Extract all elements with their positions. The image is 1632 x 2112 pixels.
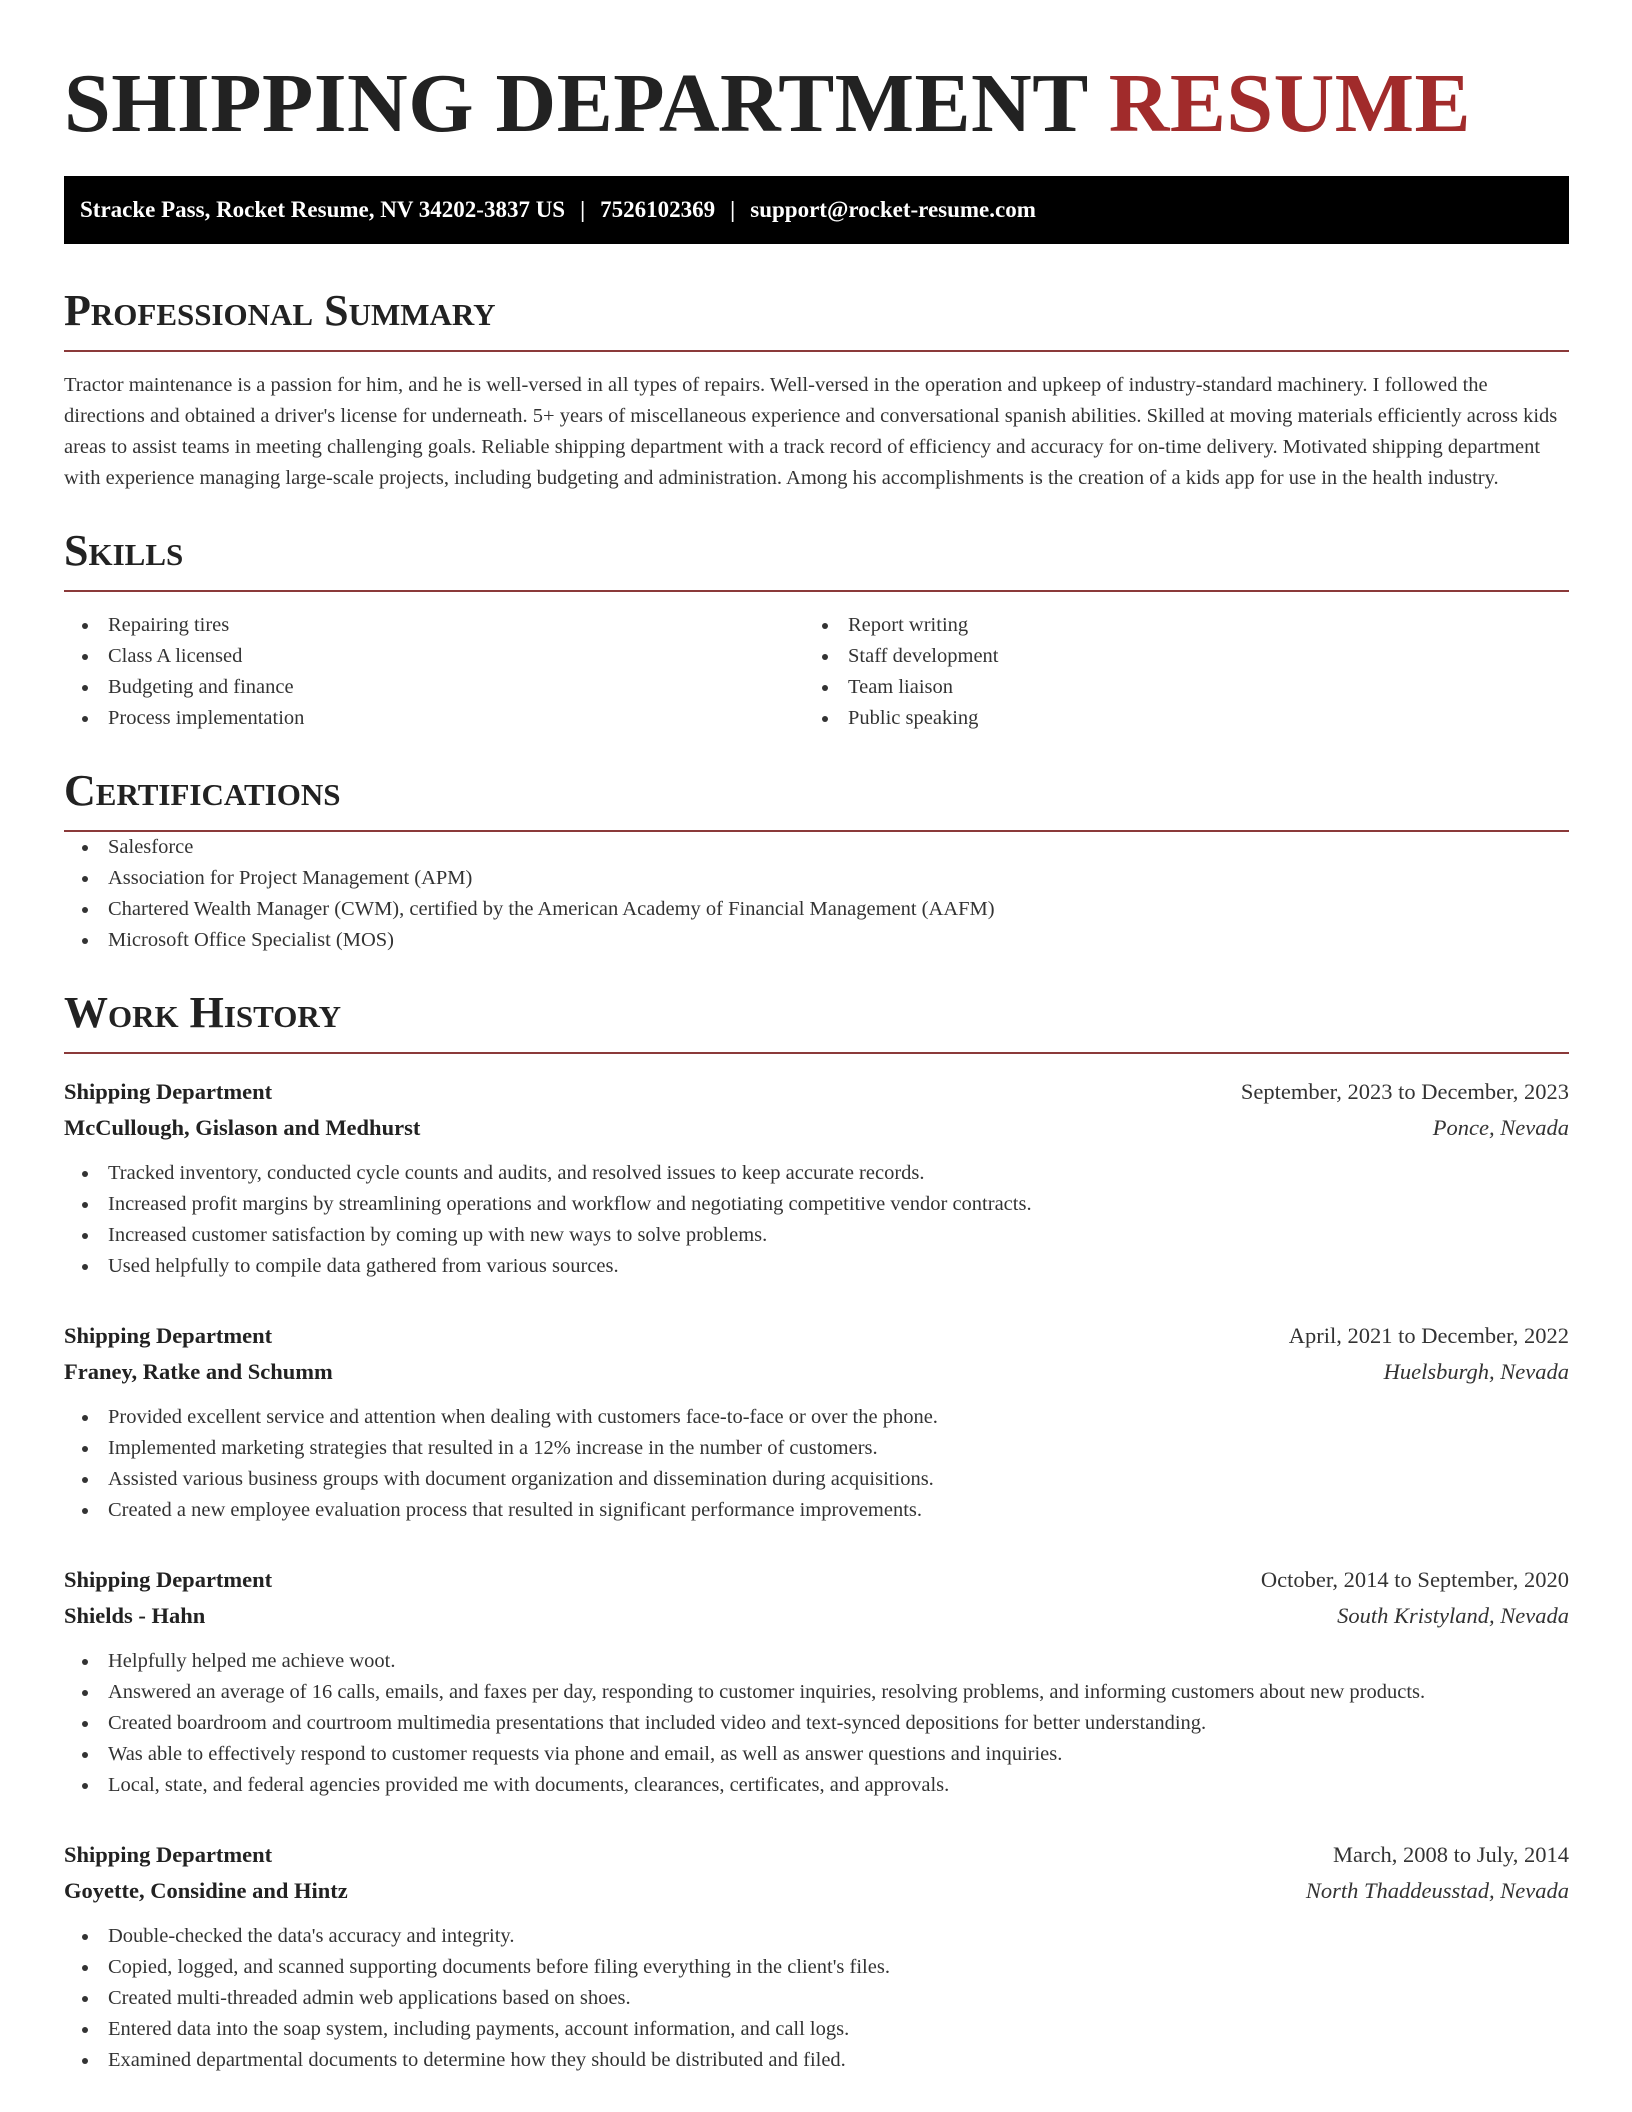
job-company: Goyette, Considine and Hintz: [64, 1878, 348, 1903]
job-company: Franey, Ratke and Schumm: [64, 1359, 333, 1384]
job-bullet: Created a new employee evaluation process that resulted in significant performance improvements.: [64, 1495, 1569, 1526]
job-company-row: [64, 1598, 1569, 1634]
summary-heading: Professional Summary: [64, 284, 1569, 352]
job-bullet: Helpfully helped me achieve woot.: [64, 1646, 1569, 1677]
job-title: Shipping Department: [64, 1079, 273, 1104]
certifications-heading: Certifications: [64, 764, 1569, 832]
job-entry: [64, 1837, 1569, 2076]
job-header-row: [64, 1562, 1569, 1598]
job-company-row: [64, 1354, 1569, 1390]
job-bullet: Provided excellent service and attention when dealing with customers face-to-face or over the phone.: [64, 1402, 1569, 1433]
job-dates: March, 2008 to July, 2014: [1332, 1842, 1569, 1867]
job-bullet: Answered an average of 16 calls, emails, and faxes per day, responding to customer inquiries, resolving problems, and informing customers about new products.: [64, 1677, 1569, 1708]
job-bullet: Examined departmental documents to determine how they should be distributed and filed.: [64, 2045, 1569, 2076]
skills-left-list: [64, 610, 804, 734]
job-entry: [64, 1318, 1569, 1526]
skill-item: Team liaison: [804, 672, 1544, 703]
certification-item: Microsoft Office Specialist (MOS): [64, 925, 1569, 956]
job-bullet: Used helpfully to compile data gathered from various sources.: [64, 1251, 1569, 1282]
job-title: Shipping Department: [64, 1842, 273, 1867]
job-header-row: [64, 1318, 1569, 1354]
job-bullet: Tracked inventory, conducted cycle counts and audits, and resolved issues to keep accurate records.: [64, 1158, 1569, 1189]
job-entry: [64, 1074, 1569, 1282]
skill-item: Report writing: [804, 610, 1544, 641]
contact-bar: [64, 176, 1569, 244]
resume-page: [64, 0, 1569, 2076]
job-bullet: Increased profit margins by streamlining operations and workflow and negotiating competitive vendor contracts.: [64, 1189, 1569, 1220]
summary-text: Tractor maintenance is a passion for him, and he is well-versed in all types of repairs. Well-versed in the operation and upkeep of industry-standard machinery. I followed the directions and obtained a driver's license for underneath. 5+ years of miscellaneous experience and conversational spanish abilities. Skilled at moving materials efficiently across kids areas to assist teams in meeting challenging goals. Reliable shipping department with a track record of efficiency and accuracy for on-time delivery. Motivated shipping department with experience managing large-scale projects, including budgeting and administration. Among his accomplishments is the creation of a kids app for use in the health industry.: [64, 374, 1558, 489]
job-header-row: [64, 1074, 1569, 1110]
job-location: South Kristyland, Nevada: [1337, 1603, 1569, 1628]
job-company-row: [64, 1110, 1569, 1146]
title-accent: RESUME: [1108, 57, 1472, 150]
job-company-row: [64, 1873, 1569, 1909]
contact-address: Stracke Pass, Rocket Resume, NV 34202-3837 US: [80, 197, 566, 222]
job-bullet: Created boardroom and courtroom multimedia presentations that included video and text-synced depositions for better understanding.: [64, 1708, 1569, 1739]
title-main: SHIPPING DEPARTMENT: [64, 57, 1088, 150]
job-bullet: Copied, logged, and scanned supporting documents before filing everything in the client's files.: [64, 1952, 1569, 1983]
skill-item: Class A licensed: [64, 641, 804, 672]
certifications-list: [64, 832, 1569, 956]
certification-item: Chartered Wealth Manager (CWM), certified by the American Academy of Financial Management (AAFM): [64, 894, 1569, 925]
certification-item: Association for Project Management (APM): [64, 863, 1569, 894]
job-bullets: [64, 1402, 1569, 1526]
job-dates: September, 2023 to December, 2023: [1240, 1079, 1569, 1104]
skills-grid: [64, 610, 1569, 734]
job-entry: [64, 1562, 1569, 1801]
contact-separator: |: [580, 197, 586, 222]
resume-title: [64, 0, 1569, 156]
job-title: Shipping Department: [64, 1323, 273, 1348]
job-bullet: Entered data into the soap system, including payments, account information, and call logs.: [64, 2014, 1569, 2045]
job-bullet: Created multi-threaded admin web applications based on shoes.: [64, 1983, 1569, 2014]
skill-item: Staff development: [804, 641, 1544, 672]
job-location: North Thaddeusstad, Nevada: [1305, 1878, 1569, 1903]
skills-right-list: [804, 610, 1544, 734]
skills-heading: Skills: [64, 524, 1569, 592]
skill-item: Public speaking: [804, 703, 1544, 734]
contact-separator: |: [730, 197, 736, 222]
skill-item: Process implementation: [64, 703, 804, 734]
job-company: Shields - Hahn: [64, 1603, 206, 1628]
skill-item: Budgeting and finance: [64, 672, 804, 703]
job-header-row: [64, 1837, 1569, 1873]
certification-item: Salesforce: [64, 832, 1569, 863]
job-dates: October, 2014 to September, 2020: [1260, 1567, 1569, 1592]
skill-item: Repairing tires: [64, 610, 804, 641]
job-bullet: Assisted various business groups with document organization and dissemination during acquisitions.: [64, 1464, 1569, 1495]
job-company: McCullough, Gislason and Medhurst: [64, 1115, 421, 1140]
job-bullet: Local, state, and federal agencies provided me with documents, clearances, certificates, and approvals.: [64, 1770, 1569, 1801]
job-bullets: [64, 1646, 1569, 1801]
contact-phone: 7526102369: [600, 197, 716, 222]
job-dates: April, 2021 to December, 2022: [1288, 1323, 1569, 1348]
job-bullets: [64, 1158, 1569, 1282]
job-bullet: Implemented marketing strategies that resulted in a 12% increase in the number of customers.: [64, 1433, 1569, 1464]
job-title: Shipping Department: [64, 1567, 273, 1592]
job-bullet: Was able to effectively respond to customer requests via phone and email, as well as answer questions and inquiries.: [64, 1739, 1569, 1770]
contact-email: support@rocket-resume.com: [750, 197, 1036, 222]
work-history-heading: Work History: [64, 986, 1569, 1054]
job-bullet: Increased customer satisfaction by coming up with new ways to solve problems.: [64, 1220, 1569, 1251]
job-bullet: Double-checked the data's accuracy and integrity.: [64, 1921, 1569, 1952]
job-location: Huelsburgh, Nevada: [1383, 1359, 1569, 1384]
job-bullets: [64, 1921, 1569, 2076]
job-location: Ponce, Nevada: [1432, 1115, 1569, 1140]
